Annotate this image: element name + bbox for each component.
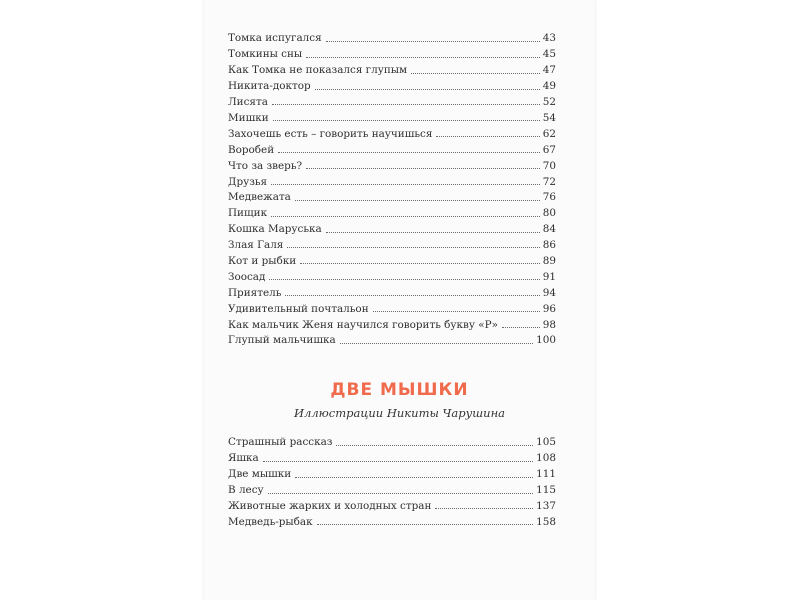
toc-entry [228, 76, 556, 92]
toc-entry-page: 80 [542, 207, 556, 220]
toc-entry-title: Медведь-рыбак [228, 515, 313, 528]
dot-leader [340, 343, 533, 344]
dot-leader [435, 508, 533, 509]
toc-entry [228, 139, 556, 155]
toc-entry-title: Лисята [228, 96, 268, 109]
dot-leader [315, 89, 540, 90]
toc-list-part2 [228, 432, 556, 527]
toc-entry-page: 91 [542, 270, 556, 283]
toc-list-part1 [228, 28, 556, 346]
dot-leader [295, 477, 533, 478]
toc-entry [228, 155, 556, 171]
toc-entry-title: Зоосад [228, 270, 266, 283]
dot-leader [273, 120, 540, 121]
toc-entry-page: 62 [542, 127, 556, 140]
toc-entry [228, 282, 556, 298]
dot-leader [263, 461, 533, 462]
dot-leader [271, 216, 540, 217]
toc-entry-page: 111 [536, 468, 556, 481]
toc-entry [228, 60, 556, 76]
dot-leader [295, 200, 540, 201]
toc-entry-title: Воробей [228, 143, 275, 156]
toc-entry-page: 84 [542, 223, 556, 236]
dot-leader [272, 104, 540, 105]
toc-entry [228, 464, 556, 480]
dot-leader [336, 445, 533, 446]
toc-entry [228, 171, 556, 187]
toc-entry-title: Томкины сны [228, 48, 303, 61]
toc-entry-title: Кошка Маруська [228, 223, 322, 236]
dot-leader [285, 295, 539, 296]
toc-entry-title: Страшный рассказ [228, 436, 333, 449]
toc-entry-title: Как Томка не показался глупым [228, 64, 408, 77]
toc-entry-page: 70 [542, 159, 556, 172]
toc-entry-page: 115 [536, 484, 556, 497]
toc-entry [228, 511, 556, 527]
toc-entry-page: 45 [542, 48, 556, 61]
toc-entry [228, 219, 556, 235]
dot-leader [306, 168, 540, 169]
toc-entry-title: Томка испугался [228, 32, 322, 45]
dot-leader [271, 184, 540, 185]
toc-entry-page: 49 [542, 80, 556, 93]
toc-entry-title: Как мальчик Женя научился говорить букву «Р» [228, 318, 498, 331]
dot-leader [306, 57, 540, 58]
toc-entry-page: 76 [542, 191, 556, 204]
toc-entry [228, 187, 556, 203]
toc-entry [228, 235, 556, 251]
dot-leader [317, 524, 534, 525]
toc-entry-title: Животные жарких и холодных стран [228, 500, 432, 513]
dot-leader [326, 41, 540, 42]
toc-entry-page: 67 [542, 143, 556, 156]
dot-leader [300, 263, 540, 264]
toc-entry [228, 28, 556, 44]
toc-entry-title: Захочешь есть – говорить научишься [228, 127, 433, 140]
dot-leader [287, 247, 539, 248]
toc-entry [228, 92, 556, 108]
toc-entry-page: 100 [536, 334, 556, 347]
toc-entry-page: 86 [542, 239, 556, 252]
toc-entry [228, 266, 556, 282]
toc-entry-page: 105 [536, 436, 556, 449]
toc-entry-title: Медвежата [228, 191, 291, 204]
dot-leader [373, 311, 540, 312]
toc-entry-page: 54 [542, 111, 556, 124]
toc-entry-title: Удивительный почтальон [228, 302, 369, 315]
dot-leader [268, 493, 534, 494]
toc-entry [228, 203, 556, 219]
toc-entry-page: 47 [542, 64, 556, 77]
toc-entry-title: Мишки [228, 111, 269, 124]
toc-entry-page: 52 [542, 96, 556, 109]
toc-entry [228, 298, 556, 314]
toc-entry-title: Две мышки [228, 468, 292, 481]
toc-entry-page: 94 [542, 286, 556, 299]
toc-entry [228, 432, 556, 448]
dot-leader [269, 279, 539, 280]
toc-entry [228, 123, 556, 139]
toc-entry [228, 107, 556, 123]
toc-entry-title: Кот и рыбки [228, 254, 297, 267]
dot-leader [436, 136, 539, 137]
toc-entry-page: 137 [536, 500, 556, 513]
toc-entry-title: Глупый мальчишка [228, 334, 336, 347]
toc-entry [228, 44, 556, 60]
toc-entry-title: Что за зверь? [228, 159, 303, 172]
dot-leader [411, 73, 540, 74]
toc-entry-page: 98 [542, 318, 556, 331]
toc-entry [228, 314, 556, 330]
toc-entry-title: Пищик [228, 207, 268, 220]
toc-entry-title: Приятель [228, 286, 282, 299]
section-subtitle: Иллюстрации Никиты Чарушина [294, 406, 505, 420]
toc-entry-page: 158 [536, 515, 556, 528]
toc-entry-title: Яшка [228, 452, 259, 465]
toc-entry-page: 96 [542, 302, 556, 315]
toc-entry-title: В лесу [228, 484, 264, 497]
dot-leader [502, 327, 540, 328]
toc-entry [228, 330, 556, 346]
toc-entry-page: 72 [542, 175, 556, 188]
toc-entry-title: Злая Галя [228, 239, 284, 252]
toc-entry [228, 496, 556, 512]
toc-entry-page: 43 [542, 32, 556, 45]
toc-entry [228, 480, 556, 496]
dot-leader [326, 232, 540, 233]
toc-entry-page: 108 [536, 452, 556, 465]
toc-entry-title: Никита-доктор [228, 80, 311, 93]
section-heading: ДВЕ МЫШКИ [330, 380, 469, 400]
toc-entry [228, 448, 556, 464]
dot-leader [278, 152, 540, 153]
toc-entry-title: Друзья [228, 175, 268, 188]
toc-entry-page: 89 [542, 254, 556, 267]
toc-entry [228, 250, 556, 266]
